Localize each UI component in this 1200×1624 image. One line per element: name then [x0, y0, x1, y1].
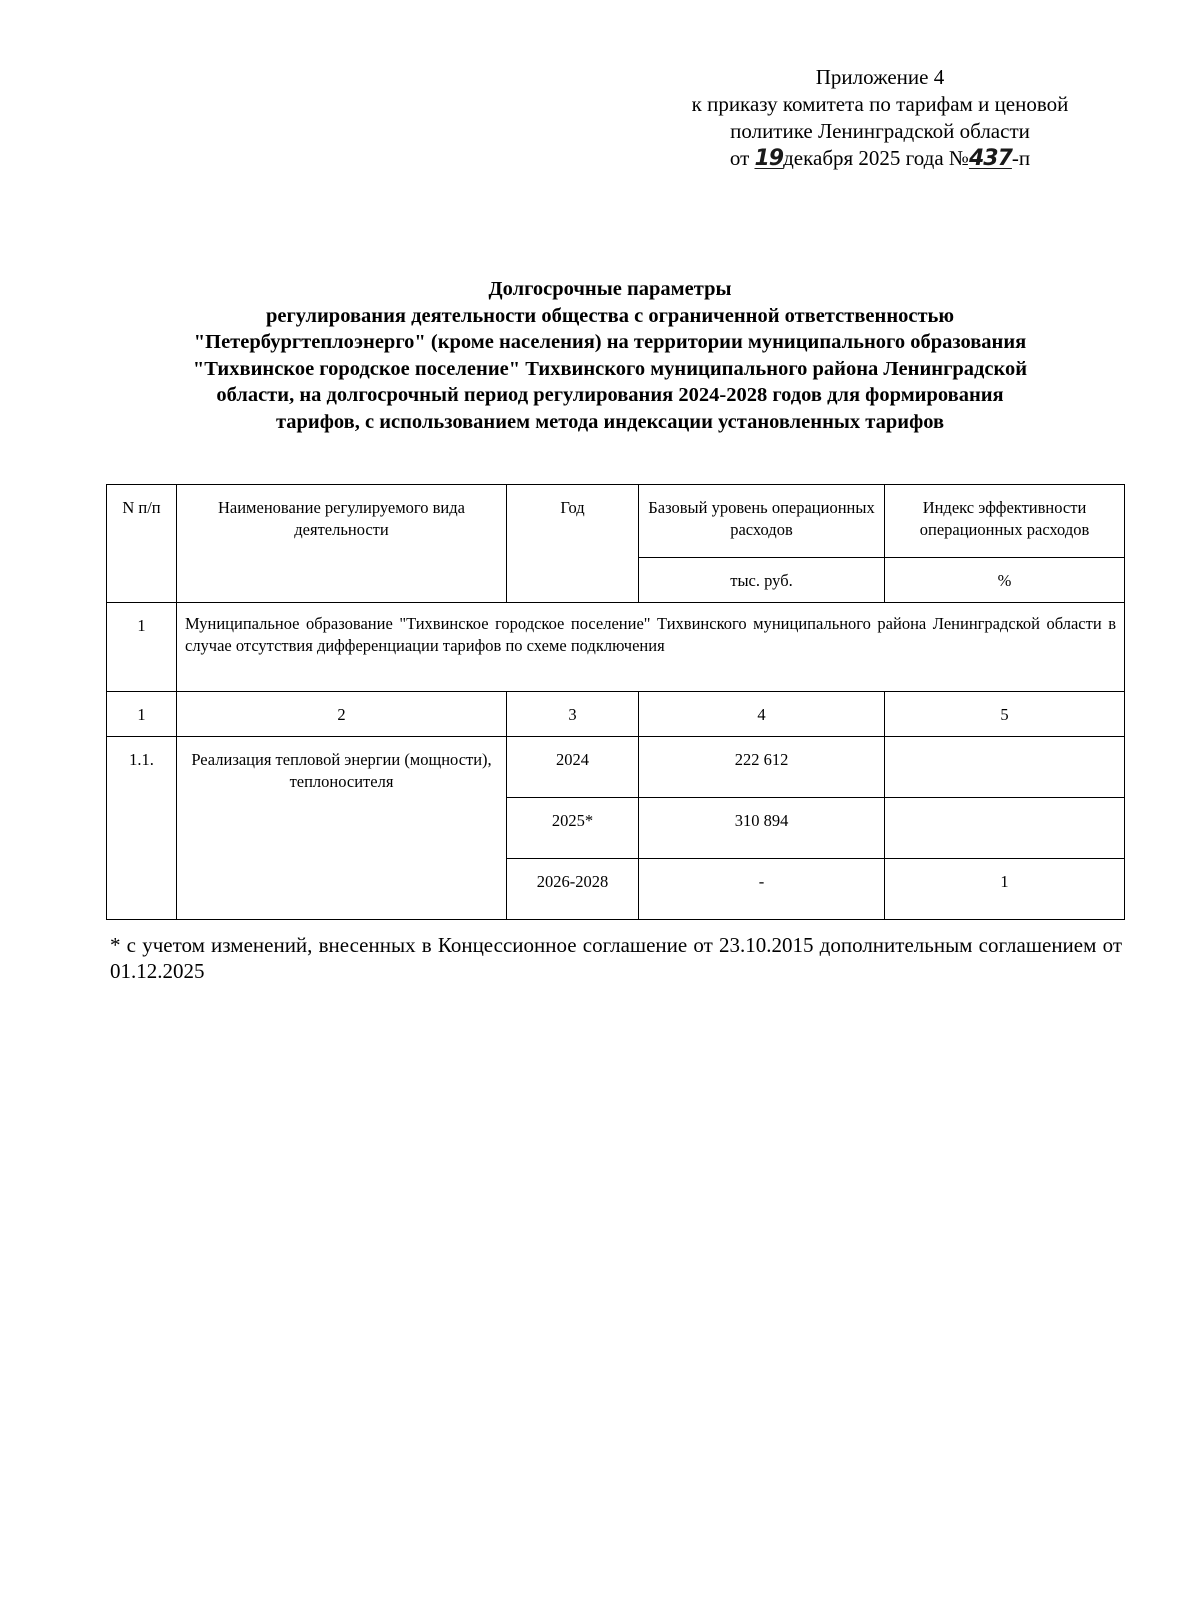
table-section-row [107, 603, 1125, 692]
row-base-level: 222 612 [639, 737, 885, 798]
title-line: тарифов, с использованием метода индексации установленных тарифов [275, 410, 945, 433]
title-line: "Петербургтеплоэнерго" (кроме населения) на территории муниципального образования [193, 331, 1027, 353]
handwritten-day: 19 [754, 146, 784, 171]
column-numbers-row [107, 692, 1125, 737]
table-row [107, 737, 1125, 798]
header-efficiency-index: Индекс эффективности операционных расходов [885, 485, 1125, 558]
appendix-date-line [640, 145, 1120, 172]
table-header-row [107, 485, 1125, 558]
row-efficiency-index: 1 [885, 859, 1125, 920]
footnote: * с учетом изменений, внесенных в Концессионное соглашение от 23.10.2015 дополнительным соглашением от 01.12.2025 [110, 933, 1122, 983]
title-line: "Тихвинское городское поселение" Тихвинского муниципального района Ленинградской [192, 357, 1028, 380]
title-line: Долгосрочные параметры [488, 278, 732, 300]
date-prefix: от [729, 146, 750, 170]
header-year: Год [507, 485, 639, 603]
date-suffix: -п [1011, 146, 1031, 170]
column-number: 4 [639, 692, 885, 737]
handwritten-order-number: 437 [968, 146, 1012, 171]
column-number: 2 [177, 692, 507, 737]
column-number: 5 [885, 692, 1125, 737]
item-num: 1.1. [107, 737, 177, 920]
unit-base-level: тыс. руб. [639, 558, 885, 603]
column-number: 1 [107, 692, 177, 737]
appendix-title: Приложение 4 [815, 65, 945, 89]
title-line: области, на долгосрочный период регулирования 2024-2028 годов для формирования [216, 384, 1004, 406]
row-efficiency-index [885, 798, 1125, 859]
row-year: 2026-2028 [507, 859, 639, 920]
appendix-order-line: к приказу комитета по тарифам и ценовой [691, 92, 1069, 116]
header-num: N п/п [107, 485, 177, 603]
header-activity: Наименование регулируемого вида деятельности [177, 485, 507, 603]
title-line: регулирования деятельности общества с ограниченной ответственностью [265, 304, 955, 327]
appendix-committee-line: политике Ленинградской области [730, 119, 1030, 143]
row-year: 2025* [507, 798, 639, 859]
item-activity: Реализация тепловой энергии (мощности), теплоносителя [177, 737, 507, 920]
date-middle: декабря 2025 года № [783, 146, 969, 170]
header-base-level: Базовый уровень операционных расходов [639, 485, 885, 558]
section-num: 1 [107, 603, 177, 692]
appendix-header [640, 64, 1120, 172]
column-number: 3 [507, 692, 639, 737]
unit-efficiency-index: % [885, 558, 1125, 603]
row-base-level: - [639, 859, 885, 920]
row-year: 2024 [507, 737, 639, 798]
section-title: Муниципальное образование "Тихвинское городское поселение" Тихвинского муниципального района Ленинградской области в случае отсутствия дифференциации тарифов по схеме подключения [177, 603, 1125, 692]
row-efficiency-index [885, 737, 1125, 798]
parameters-table [106, 484, 1125, 920]
document-title [90, 276, 1130, 435]
row-base-level: 310 894 [639, 798, 885, 859]
